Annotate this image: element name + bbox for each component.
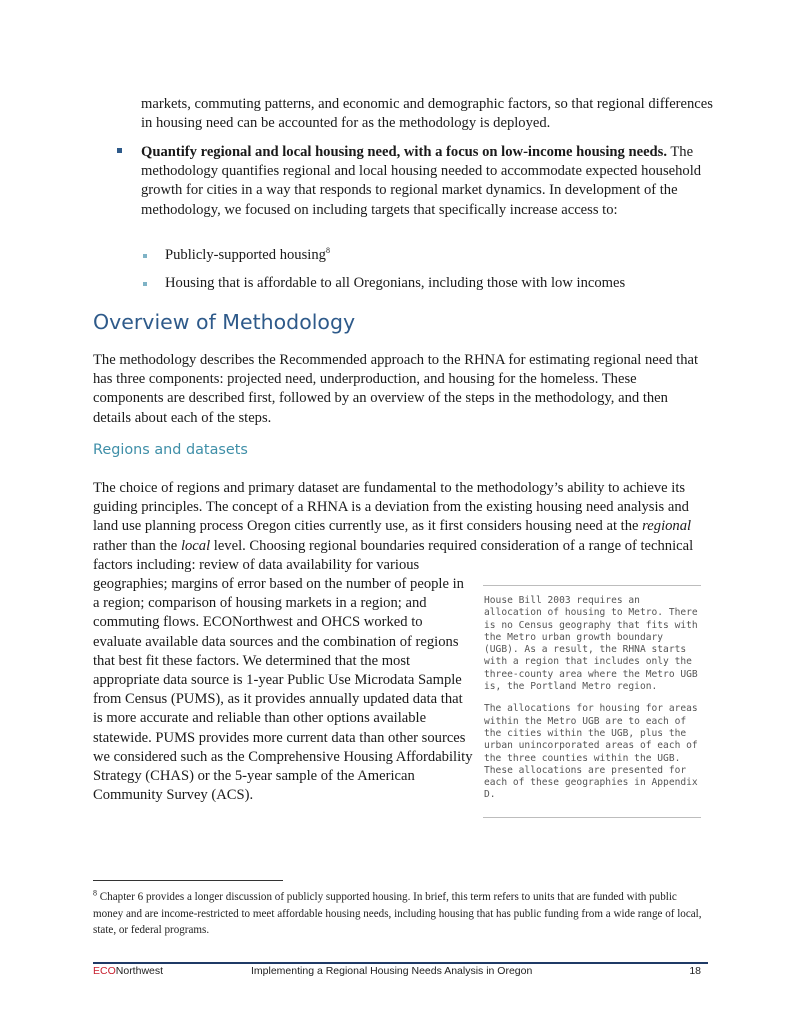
sub-bullet-text: Publicly-supported housing [165, 247, 326, 263]
brand-rest: Northwest [115, 965, 164, 977]
bullet-item [141, 143, 721, 220]
overview-paragraph: The methodology describes the Recommended approach to the RHNA for estimating regional need that has three components: projected need, underproduction, and housing for the homeless. These components are described first, followed by an overview of the steps in the methodology, and then details about each of the steps. [93, 352, 699, 426]
regions-emphasis: regional [642, 518, 692, 535]
intro-paragraph: markets, commuting patterns, and economic and demographic factors, so that regional differences in housing need can be accounted for as the methodology is deployed. [141, 96, 713, 132]
sub-bullet-text: Housing that is affordable to all Oregonians, including those with low incomes [165, 275, 626, 291]
sidebar-paragraph: The allocations for housing for areas within the Metro UGB are to each of the cities within the UGB, plus the urban unincorporated areas of each of the three counties within the UGB. These allocations are presented for each of these geographies in Appendix D. [484, 703, 698, 801]
bullet-lead: Quantify regional and local housing need, with a focus on low-income housing needs. [141, 144, 667, 160]
regions-paragraph [93, 479, 705, 575]
sidebar-paragraph: House Bill 2003 requires an allocation of housing to Metro. There is no Census geography that fits with the Metro urban growth boundary (UGB). As a result, the RHNA starts with a region that includes only the three-county area where the Metro UGB is, the Portland Metro region. [484, 595, 698, 693]
regions-paragraph-continued: geographies; margins of error based on the number of people in a region; comparison of housing markets in a region; and commuting flows. ECONorthwest and OHCS worked to evaluate available data sources and the combination of regions that best fit these factors. We determined that the most appropriate data source is 1-year Public Use Microdata Sample from Census (PUMS), as it provides annually updated data that is more accurate and reliable than other options available statewide. PUMS provides more current data than other sources we considered such as the Comprehensive Housing Affordability Strategy (CHAS) or the 5-year sample of the American Community Survey (ACS). [93, 576, 473, 804]
footnote [93, 889, 705, 939]
footnote-divider [93, 880, 283, 881]
regions-text: rather than the [93, 537, 181, 554]
regions-text: level. Choosing regional boundaries required consideration of a range of technical factors including: review of data availability for various [93, 537, 694, 573]
footnote-number: 8 [93, 888, 97, 898]
section-heading: Overview of Methodology [93, 310, 356, 334]
regions-emphasis: local [180, 537, 211, 554]
sidebar-callout [483, 585, 701, 818]
page-footer [93, 964, 708, 980]
page-number: 18 [689, 965, 701, 977]
brand-eco: ECO [93, 965, 116, 977]
sub-bullet-item [165, 246, 725, 265]
sub-bullet-square-icon [143, 282, 147, 286]
sub-bullet-item [165, 274, 725, 293]
footer-brand [93, 965, 163, 977]
footnote-reference[interactable]: 8 [325, 246, 330, 256]
bullet-square-icon [117, 148, 122, 153]
footer-title: Implementing a Regional Housing Needs Analysis in Oregon [251, 965, 533, 977]
footnote-text: Chapter 6 provides a longer discussion of publicly supported housing. In brief, this term refers to units that are funded with public money and are income-restricted to meet affordable housing needs, including housing that has public funding from a wide range of local, state, or federal programs. [93, 891, 702, 936]
sub-bullet-square-icon [143, 254, 147, 258]
subsection-heading: Regions and datasets [93, 442, 248, 458]
regions-text: The choice of regions and primary dataset are fundamental to the methodology’s ability to achieve its guiding principles. The concept of a RHNA is a deviation from the existing housing need analysis and land use planning process Oregon cities currently use, as it first considers housing need at the [93, 480, 689, 535]
bullet-body: The methodology quantifies regional and local housing needed to accommodate expected household growth for cities in a way that responds to regional market dynamics. In development of the methodology, we focused on including targets that specifically increase access to: [141, 144, 702, 218]
